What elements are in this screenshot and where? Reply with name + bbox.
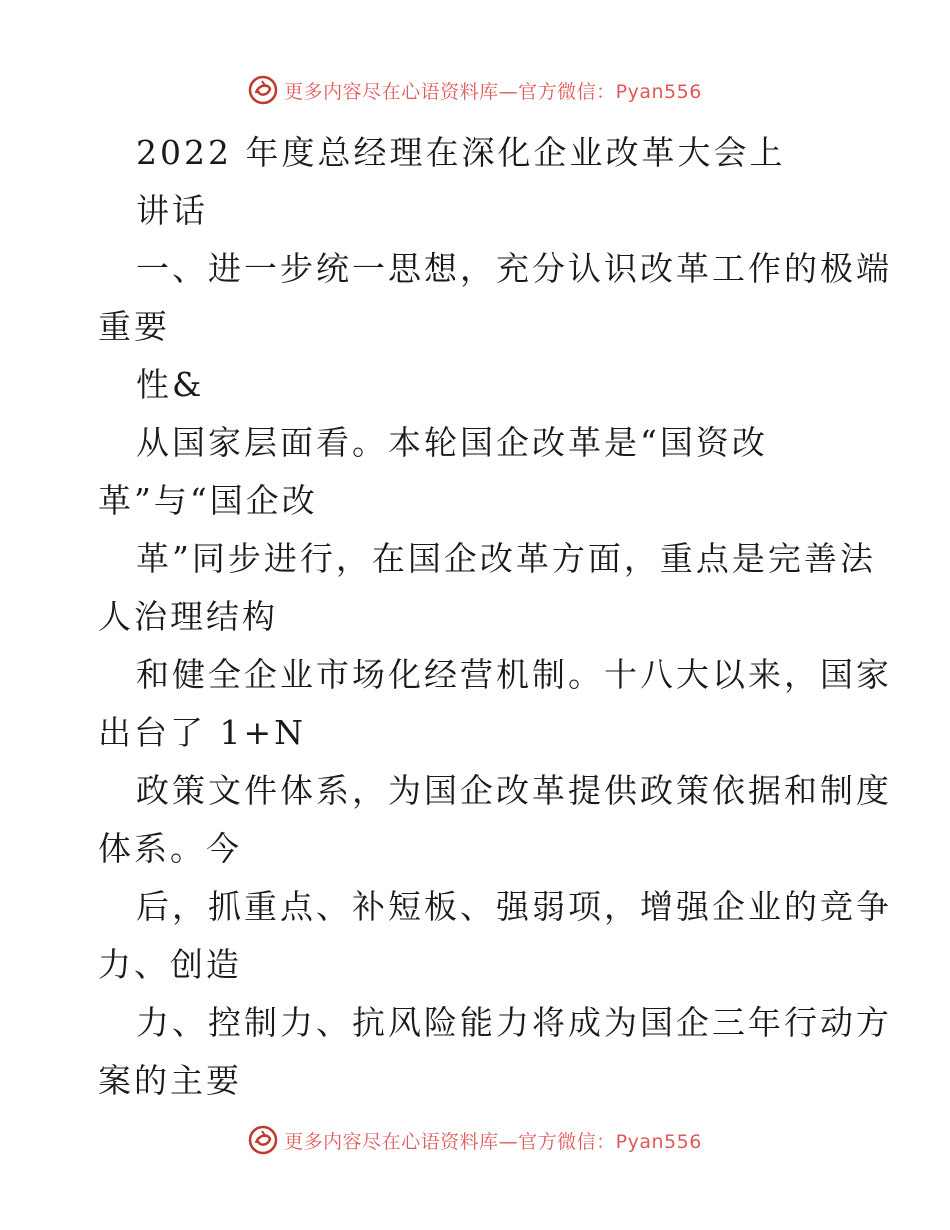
doc-line: 讲话: [136, 191, 208, 230]
red-swirl-logo-icon: [248, 1125, 278, 1155]
document-body: [98, 124, 892, 1110]
doc-line: 2022 年度总经理在深化企业改革大会上: [136, 133, 786, 172]
doc-line: 和健全企业市场化经营机制。十八大以来，国家: [136, 655, 892, 694]
doc-line: 一、进一步统一思想，充分认识改革工作的极端: [136, 249, 892, 288]
red-swirl-logo-icon: [248, 75, 278, 105]
doc-line: 体系。今: [98, 829, 242, 868]
footer-watermark: [0, 1120, 950, 1160]
doc-line: 后，抓重点、补短板、强弱项，增强企业的竞争: [136, 887, 892, 926]
doc-line: 性&: [136, 365, 205, 404]
doc-line: 人治理结构: [98, 597, 278, 636]
doc-line: 革”与“国企改: [98, 481, 318, 520]
doc-line: 出台了 1+N: [98, 713, 307, 752]
doc-line: 政策文件体系，为国企改革提供政策依据和制度: [136, 771, 892, 810]
doc-line: 案的主要: [98, 1061, 242, 1100]
doc-line: 重要: [98, 307, 170, 346]
doc-line: 从国家层面看。本轮国企改革是“国资改: [136, 423, 768, 462]
doc-line: 力、控制力、抗风险能力将成为国企三年行动方: [136, 1003, 892, 1042]
header-watermark: [0, 70, 950, 110]
doc-line: 力、创造: [98, 945, 242, 984]
watermark-text: 更多内容尽在心语资料库—官方微信：Pyan556: [284, 1130, 702, 1153]
watermark-text: 更多内容尽在心语资料库—官方微信：Pyan556: [284, 80, 702, 103]
doc-line: 革”同步进行，在国企改革方面，重点是完善法: [136, 539, 876, 578]
